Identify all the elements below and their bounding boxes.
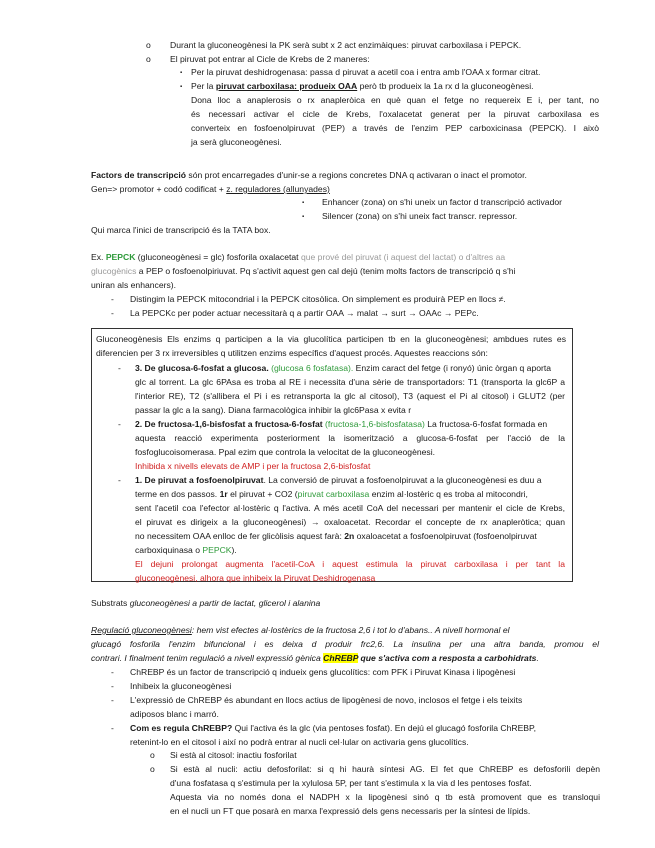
bullet-square: ▪: [180, 84, 183, 90]
pepck-term: PEPCK: [105, 252, 136, 262]
text-line: no necessitem OAA enlloc de fer glicòlisis aquest farà: 2n oxaloacetat a fosfoenolpiruvat (fosfoenolpiruvat: [135, 531, 537, 541]
red-note: gluconeogènesi, alhora que inhibeix la Piruvat Deshidrogenasa: [135, 573, 376, 583]
text-line: Gen=> promotor + codó codificat + z. reguladores (allunyades): [91, 184, 330, 194]
text-line: carboxiquinasa o PEPCK).: [135, 545, 237, 555]
bullet-square: ▪: [180, 70, 183, 76]
bullet-dash: -: [111, 723, 114, 733]
list-item: Silencer (zona) on s'hi uneix fact transcr. repressor.: [322, 211, 518, 221]
text-line: converteix en fosfoenolpiruvat (PEP) a través de l'enzim PEP carboxicinasa (PEPCK). I això: [191, 123, 599, 133]
bullet-square: ▪: [302, 200, 305, 206]
list-item: ChREBP és un factor de transcripció q indueix gens glucolítics: com PFK i Piruvat Kinasa i lipogènesi: [130, 667, 516, 677]
list-item: Per la piruvat deshidrogenasa: passa d piruvat a acetil coa i entra amb l'OAA x formar citrat.: [191, 67, 541, 77]
text-line: d'una fosfatasa q s'estimula per la xylulosa 5P, per tant s'estimula x la via d les pentoses fosfat.: [170, 778, 532, 788]
list-item: Per la piruvat carboxilasa: produeix OAA però tb produeix la 1a rx d la gluconeogènesi.: [191, 81, 534, 91]
list-item: Durant la gluconeogènesi la PK serà subt x 2 act enzimàiques: piruvat carboxilasa i PEPCK.: [170, 40, 522, 50]
red-note: Inhibida x nivells elevats de AMP i per la fructosa 2,6-bisfosfat: [135, 461, 371, 471]
text-line: glucagó fosforila l'enzim bifuncional i es deixa d produir frc2,6. La insulina per una altra banda, promou el: [91, 639, 599, 649]
text-line: Aquesta via no només dona el NADPH x la lipogènesi sinó q tb està promovent que es transloqui: [170, 792, 600, 802]
bullet-circle: o: [150, 764, 155, 774]
list-item: Inhibeix la gluconeogènesi: [130, 681, 232, 691]
list-item: Si està al nucli: actiu defosforilat: si q hi haurà síntesi AG. El fet que ChREBP es defosforili depèn: [170, 764, 600, 774]
list-item: Enhancer (zona) on s'hi uneix un factor d transcripció activador: [322, 197, 563, 207]
red-note: El dejuni prolongat augmenta l'acetil-CoA i aquest estimula la piruvat carboxilasa i per tant la: [135, 559, 565, 569]
bullet-dash: -: [111, 667, 114, 677]
paragraph-factors: Factors de transcripció són prot encarregades d'unir-se a regions concretes DNA q activaran o inact el promotor.: [91, 170, 527, 180]
list-item: L'expressió de ChREBP és abundant en llocs actius de lipogènesi de novo, inclosos el fetge i els teixits: [130, 695, 523, 705]
text-line: Qui marca l'inici de transcripció és la TATA box.: [91, 225, 271, 235]
text-line: en el nucli un FT que posarà en marxa l'expressió dels gens necessaris per la síntesi de lípids.: [170, 806, 531, 816]
bullet-dash: -: [111, 681, 114, 691]
bullet-dash: -: [111, 294, 114, 304]
text-line: el piruvat es dirigeix a la gluconeogènesi) → oxaloacetat. Recordar el concepte de rx anapleròtica; quan: [135, 517, 565, 527]
text-line: glc al torrent. La glc 6PAsa es troba al RE i necessita d'una sèrie de transportadors: T1 (transporta la glc6P a: [135, 377, 565, 387]
text-line: adiposos blanc i marró.: [130, 709, 219, 719]
list-item: Com es regula ChREBP? Qui l'activa és la glc (via pentoses fosfat). En dejú el glucagó fosforila ChREBP,: [130, 723, 537, 733]
reaction-step-1: 1. De piruvat a fosfoenolpiruvat. La conversió de piruvat a fosfoenolpiruvat a la gluconeogènesi es duu a: [135, 475, 542, 485]
list-item: La PEPCKc per poder actuar necessitarà q a partir OAA → malat → surt → OAAc → PEPc.: [130, 308, 479, 318]
reaction-step-3: 3. De glucosa-6-fosfat a glucosa. (glucosa 6 fosfatasa). Enzim caract del fetge (i ronyó) únic òrgan q aporta: [135, 363, 552, 373]
text-line: fosfoglucoisomerasa. Ppal ezim que controla la velocitat de la gluconeogènesi.: [135, 447, 436, 457]
bullet-dash: -: [111, 695, 114, 705]
text-line: sent l'acetil coa l'efector al·lostèric q l'activa. A més acetil CoA del necessari per mantenir el cicle de Krebs,: [135, 503, 565, 513]
text-line: uniran als enhancers).: [91, 280, 177, 290]
box-intro: Gluconeogènesis Els enzims q participen a la via glucolítica participen tb en la gluconeogènesi; ambdues rutes es: [96, 334, 566, 344]
text-line: Dona lloc a anaplerosis o rx anapleròica en què quan el fetge no requereix E i, per tant, no: [191, 95, 599, 105]
underlined-term: piruvat carboxilasa: produeix OAA: [215, 81, 358, 91]
text-line: contrari. I finalment tenim regulació a nivell expressió gènica ChREBP que s'activa com a resposta a carbohidrats.: [91, 653, 539, 663]
bullet-circle: o: [146, 54, 151, 64]
text-line: passar la glc a la sang). Diana farmacològica inhibir la glc6Pasa x evita r: [135, 405, 412, 415]
text-line: ja serà gluconeogènesi.: [191, 137, 282, 147]
underlined-term: z. reguladores (allunyades): [226, 184, 330, 194]
list-item: Distingim la PEPCK mitocondrial i la PEPCK citosòlica. On simplement es produirà PEP en llocs ≠.: [130, 294, 506, 304]
text-line: l'interior RE), T2 (s'allibera el Pi i es retransporta la glc al citosol), T3 (aquest el Pi al citosol) i GLUT2 (per: [135, 391, 565, 401]
bullet-dash: -: [118, 419, 121, 429]
text-line: aquesta reacció experimenta posteriorment la isomerització a glucosa-6-fosfat per l'acció de la: [135, 433, 565, 443]
box-intro: diferencien per 3 rx irreversibles q utilitzen enzims específics d'aquest procés. Aquestes reaccions són:: [96, 348, 488, 358]
bullet-circle: o: [146, 40, 151, 50]
bullet-circle: o: [150, 750, 155, 760]
bullet-dash: -: [118, 475, 121, 485]
chrebp-highlight: ChREBP: [323, 653, 359, 663]
bullet-dash: -: [118, 363, 121, 373]
text-line: terme en dos passos. 1r el piruvat + CO2 (piruvat carboxilasa enzim al·lostèric q es troba al mitocondri,: [135, 489, 528, 499]
list-item: Si està al citosol: inactiu fosforilat: [170, 750, 297, 760]
substrats-heading: Substrats gluconeogènesi a partir de lactat, glicerol i alanina: [91, 598, 321, 608]
bullet-dash: -: [111, 308, 114, 318]
regulacio-paragraph: Regulació gluconeogènesi: hem vist efectes al·lostèrics de la fructosa 2,6 i tot lo d'abans.. A nivell hormonal el: [91, 625, 510, 635]
list-item: El piruvat pot entrar al Cicle de Krebs de 2 maneres:: [170, 54, 370, 64]
reaction-step-2: 2. De fructosa-1,6-bisfosfat a fructosa-6-fosfat (fructosa-1,6-bisfosfatasa) La fructosa-6-fosfat formada en: [135, 419, 548, 429]
text-line: és necessari activar el cicle de Krebs, l'oxalacetat generat per la piruvat carboxilasa es: [191, 109, 599, 119]
text-line: glucogènics a PEP o fosfoenolpiriuvat. Pq s'activit aquest gen cal dejú (tenim molts factors de transcripció q s'hi: [91, 266, 516, 276]
bullet-square: ▪: [302, 214, 305, 220]
text-line: retenint-lo en el citosol i així no podrà entrar al nucli cel·lular on activaria gens glucolítics.: [130, 737, 469, 747]
paragraph-example: Ex. PEPCK (gluconeogènesi = glc) fosforila oxalacetat que prové del piruvat (i aquest del lactat) o d'altres aa: [91, 252, 506, 262]
